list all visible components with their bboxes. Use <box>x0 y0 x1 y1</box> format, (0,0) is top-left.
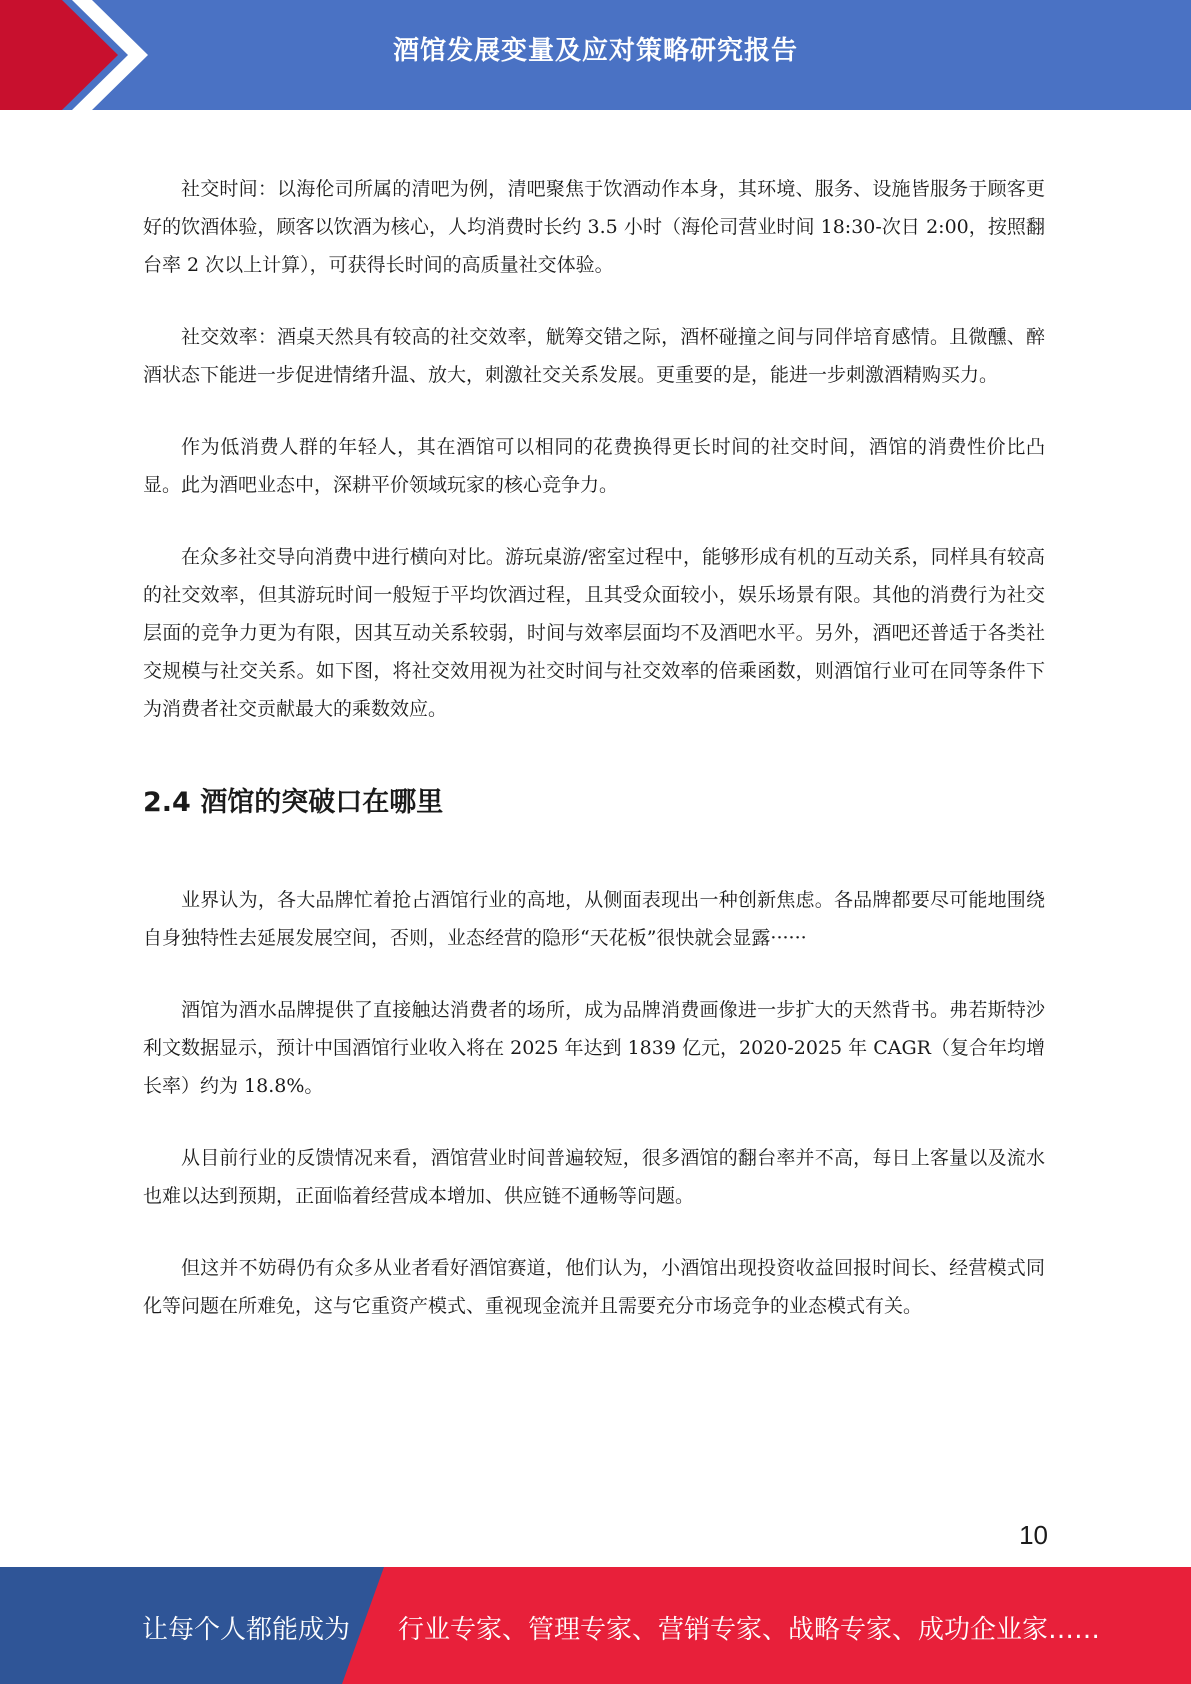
page-header <box>0 0 1191 110</box>
report-title: 酒馆发展变量及应对策略研究报告 <box>392 36 798 66</box>
paragraph-outlook: 但这并不妨碍仍有众多从业者看好酒馆赛道，他们认为，小酒馆出现投资收益回报时间长、经营模式同化等问题在所难免，这与它重资产模式、重视现金流并且需要充分市场竞争的业态模式有关。 <box>143 1257 1045 1317</box>
paragraph-social-time: 社交时间：以海伦司所属的清吧为例，清吧聚焦于饮酒动作本身，其环境、服务、设施皆服务于顾客更好的饮酒体验，顾客以饮酒为核心，人均消费时长约 3.5 小时（海伦司营业时间 18:30-次日 2:00，按照翻台率 2 次以上计算），可获得长时间的高质量社交体验。 <box>143 178 1045 276</box>
footer-slogan-right: 行业专家、管理专家、营销专家、战略专家、成功企业家…… <box>398 1615 1101 1645</box>
footer-slogan-left: 让每个人都能成为 <box>142 1615 351 1645</box>
paragraph-industry-feedback: 从目前行业的反馈情况来看，酒馆营业时间普遍较短，很多酒馆的翻台率并不高，每日上客量以及流水也难以达到预期，正面临着经营成本增加、供应链不通畅等问题。 <box>143 1147 1045 1207</box>
page-footer <box>0 1567 1191 1684</box>
page-body <box>143 170 1045 1359</box>
paragraph-industry-view: 业界认为，各大品牌忙着抢占酒馆行业的高地，从侧面表现出一种创新焦虑。各品牌都要尽可能地围绕自身独特性去延展发展空间，否则，业态经营的隐形“天花板”很快就会显露······ <box>143 889 1045 949</box>
page-number: 10 <box>1019 1520 1048 1550</box>
paragraph-social-efficiency: 社交效率：酒桌天然具有较高的社交效率，觥筹交错之际，酒杯碰撞之间与同伴培育感情。且微醺、醉酒状态下能进一步促进情绪升温、放大，刺激社交关系发展。更重要的是，能进一步刺激酒精购买力。 <box>143 326 1045 386</box>
paragraph-horizontal-comparison: 在众多社交导向消费中进行横向对比。游玩桌游/密室过程中，能够形成有机的互动关系，同样具有较高的社交效率，但其游玩时间一般短于平均饮酒过程，且其受众面较小，娱乐场景有限。其他的消费行为社交层面的竞争力更为有限，因其互动关系较弱，时间与效率层面均不及酒吧水平。另外，酒吧还普适于各类社交规模与社交关系。如下图，将社交效用视为社交时间与社交效率的倍乘函数，则酒馆行业可在同等条件下为消费者社交贡献最大的乘数效应。 <box>143 546 1045 720</box>
paragraph-cost-performance: 作为低消费人群的年轻人，其在酒馆可以相同的花费换得更长时间的社交时间，酒馆的消费性价比凸显。此为酒吧业态中，深耕平价领域玩家的核心竞争力。 <box>143 436 1045 496</box>
paragraph-market-data: 酒馆为酒水品牌提供了直接触达消费者的场所，成为品牌消费画像进一步扩大的天然背书。弗若斯特沙利文数据显示，预计中国酒馆行业收入将在 2025 年达到 1839 亿元，2020-2025 年 CAGR（复合年均增长率）约为 18.8%。 <box>143 999 1045 1097</box>
section-heading: 2.4 酒馆的突破口在哪里 <box>143 787 444 818</box>
